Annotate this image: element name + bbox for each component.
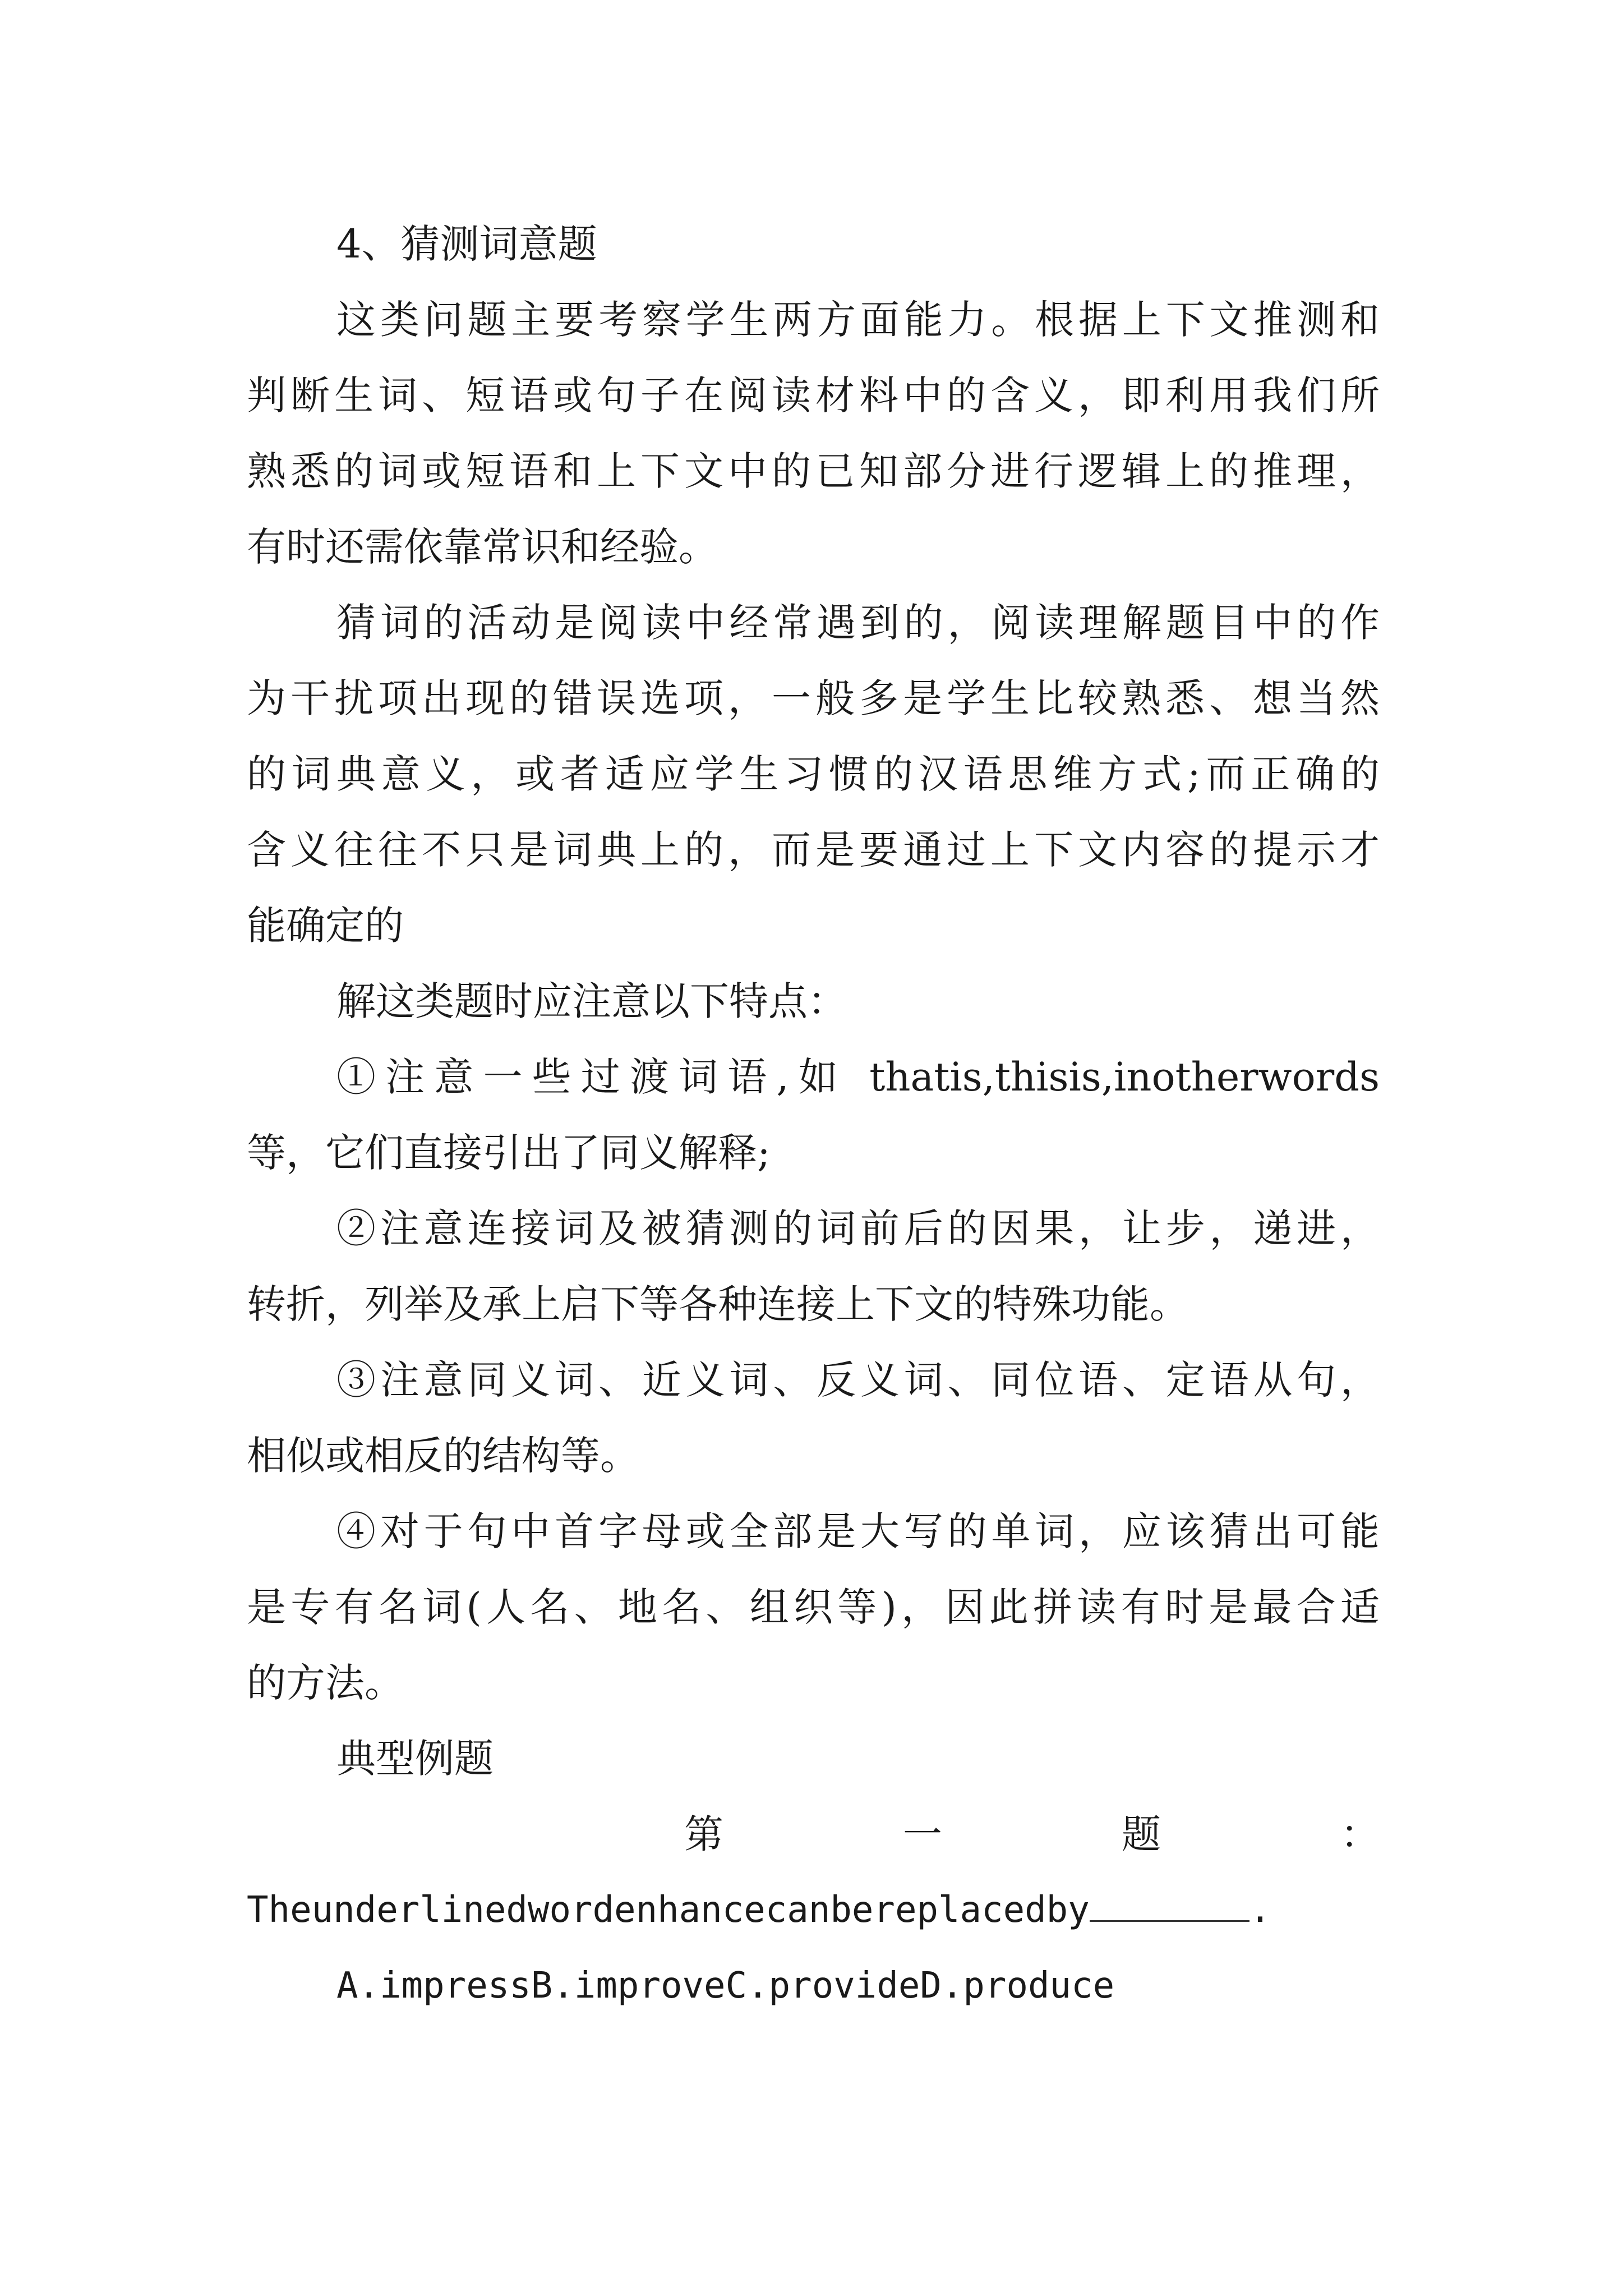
tips-intro: 解这类题时应注意以下特点： [336,978,847,1024]
tip-line: ②注意连接词及被猜测的词前后的因果，让步，递进， [336,1205,1380,1251]
tip-line: 转折，列举及承上启下等各种连接上下文的特殊功能。 [247,1281,1189,1327]
paragraph-line: 为干扰项出现的错误选项，一般多是学生比较熟悉、想当然 [247,675,1380,721]
question-label-char: 第 [684,1811,723,1857]
tip-line: ①注意一些过渡词语,如 thatis,thisis,inotherwords [336,1054,1380,1100]
tip-line: 是专有名词(人名、地名、组织等)，因此拼读有时是最合适 [247,1584,1380,1630]
question-stem-end: . [1249,1889,1271,1931]
paragraph-line: 的词典意义，或者适应学生习惯的汉语思维方式;而正确的 [247,751,1380,797]
section-heading: 4、猜测词意题 [336,221,597,267]
paragraph-line: 含义往往不只是词典上的，而是要通过上下文内容的提示才 [247,827,1380,873]
question-stem-text: Theunderlinedwordenhancecanbereplacedby [247,1889,1090,1931]
paragraph-line: 这类问题主要考察学生两方面能力。根据上下文推测和 [336,297,1380,343]
question-options: A.impressB.improveC.provideD.produce [336,1965,1115,2007]
paragraph-line: 有时还需依靠常识和经验。 [247,524,718,570]
tip-line: 的方法。 [247,1660,404,1706]
question-label-char: 题 [1122,1811,1161,1857]
question-label-char: ： [1340,1811,1380,1857]
question-label [684,1809,1380,1860]
paragraph-line: 能确定的 [247,903,404,949]
tip-line: 相似或相反的结构等。 [247,1433,639,1479]
tip-line: 等，它们直接引出了同义解释; [247,1130,771,1176]
tip-line: ③注意同义词、近义词、反义词、同位语、定语从句， [336,1357,1380,1403]
paragraph-line: 猜词的活动是阅读中经常遇到的，阅读理解题目中的作 [336,600,1380,646]
tip-line: ④对于句中首字母或全部是大写的单词，应该猜出可能 [336,1508,1380,1554]
example-heading: 典型例题 [336,1736,494,1782]
question-stem [247,1885,1380,1935]
question-label-char: 一 [903,1811,942,1857]
paragraph-line: 判断生词、短语或句子在阅读材料中的含义，即利用我们所 [247,372,1380,418]
paragraph-line: 熟悉的词或短语和上下文中的已知部分进行逻辑上的推理， [247,448,1380,494]
answer-blank [1090,1887,1249,1922]
